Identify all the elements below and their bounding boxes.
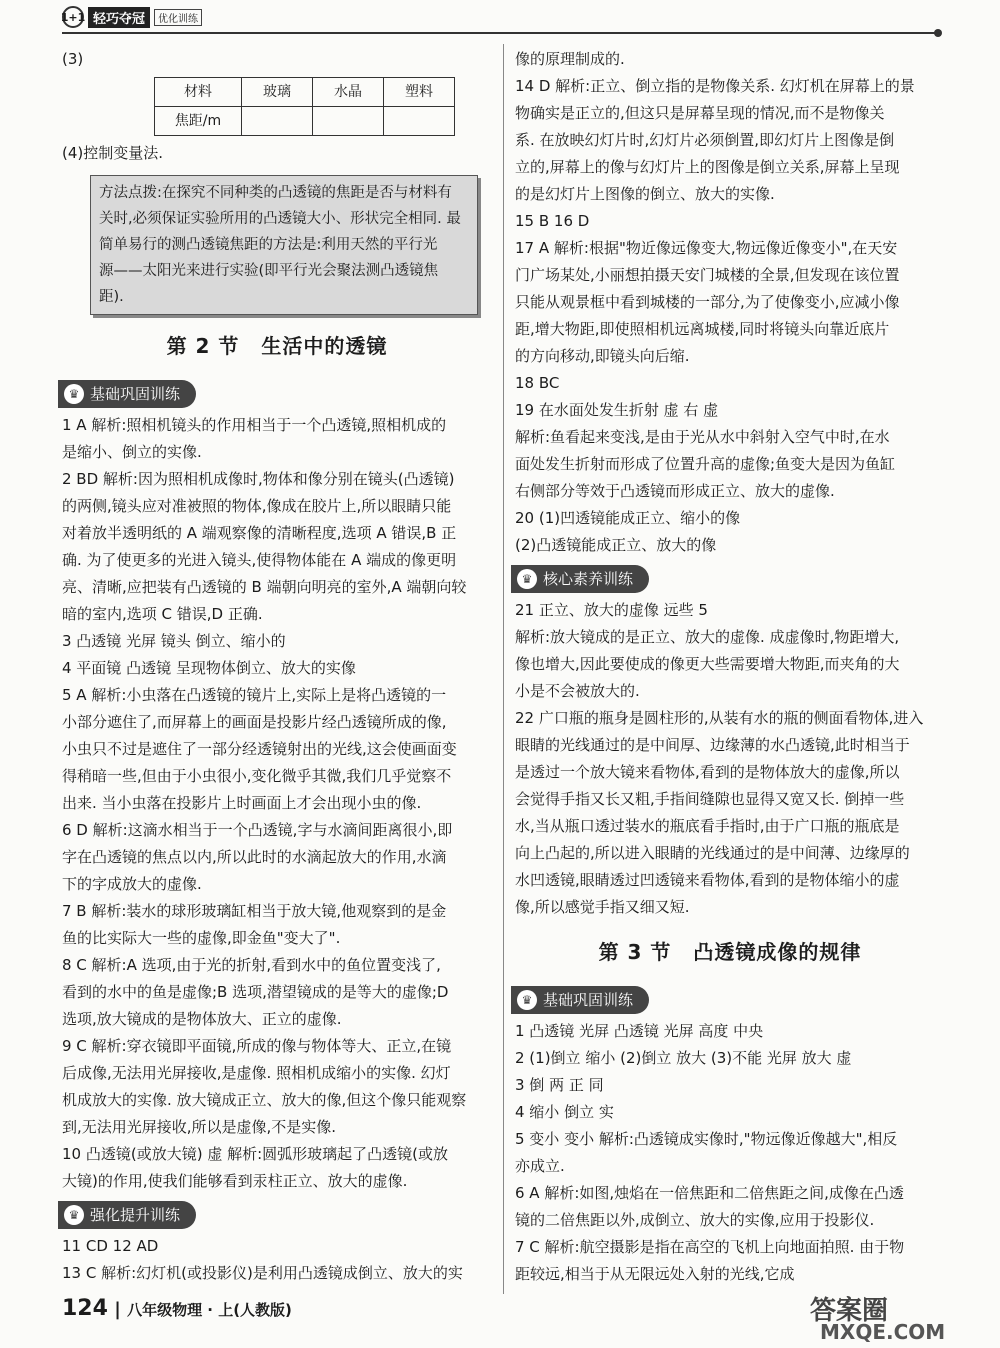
answer-line: 17 A 解析:根据"物近像远像变大,物远像近像变小",在天安 — [515, 239, 898, 257]
answer-line: 22 广口瓶的瓶身是圆柱形的,从装有水的瓶的侧面看物体,进入 — [515, 709, 924, 727]
answer-line: 立的,屏幕上的像与幻灯片上的图像是倒立关系,屏幕上呈现 — [515, 158, 900, 176]
section-2-title — [62, 333, 492, 360]
section-number: 第 2 节 — [166, 334, 240, 358]
page-header — [62, 6, 942, 32]
answer-line: 9 C 解析:穿衣镜即平面镜,所成的像与物体等大、正立,在镜 — [62, 1037, 452, 1055]
answer-line: 确. 为了使更多的光进入镜头,使得物体能在 A 端成的像更明 — [62, 551, 457, 569]
section-name: 凸透镜成像的规律 — [693, 940, 862, 964]
answer-line: 距较远,相当于从无限远处入射的光线,它成 — [515, 1265, 795, 1283]
answer-line: 像的原理制成的. — [515, 50, 625, 68]
answer-line: 会觉得手指又长又粗,手指间缝隙也显得又宽又长. 倒掉一些 — [515, 790, 905, 808]
answer-line: 眼睛的光线通过的是中间厚、边缘薄的水凸透镜,此时相当于 — [515, 736, 910, 754]
crown-icon: ♛ — [517, 569, 537, 589]
answer-line: 的方向移动,即镜头向后缩. — [515, 347, 690, 365]
book-title: 八年级物理 · 上(人教版) — [127, 1301, 292, 1319]
answer-line: 7 C 解析:航空摄影是指在高空的飞机上向地面拍照. 由于物 — [515, 1238, 905, 1256]
answer-line: 6 D 解析:这滴水相当于一个凸透镜,字与水滴间距离很小,即 — [62, 821, 453, 839]
answer-line: 4 缩小 倒立 实 — [515, 1103, 614, 1121]
table-header-row — [155, 78, 455, 107]
answer-line: 对着放半透明纸的 A 端观察像的清晰程度,选项 A 错误,B 正 — [62, 524, 457, 542]
answer-line: 距,增大物距,即使照相机远离城楼,同时将镜头向靠近底片 — [515, 320, 890, 338]
header-rule-dot — [934, 29, 942, 37]
answer-line: 到,无法用光屏接收,所以是虚像,不是实像. — [62, 1118, 337, 1136]
bar-label: 强化提升训练 — [90, 1205, 181, 1224]
item-4: (4)控制变量法. — [62, 144, 164, 162]
table-cell — [242, 107, 313, 136]
tip-line: 方法点拨:在探究不同种类的凸透镜的焦距是否与材料有 — [99, 185, 452, 201]
answer-line: 3 凸透镜 光屏 镜头 倒立、缩小的 — [62, 632, 286, 650]
answer-line: 小是不会被放大的. — [515, 682, 640, 700]
answer-line: 像也增大,因此要使成的像更大些需要增大物距,而夹角的大 — [515, 655, 900, 673]
answers-list — [62, 1233, 492, 1287]
answer-line: 的两侧,镜头应对准被照的物体,像成在胶片上,所以眼睛只能 — [62, 497, 452, 515]
answer-line: 下的字成放大的虚像. — [62, 875, 202, 893]
answer-line: 机成放大的实像. 放大镜成正立、放大的像,但这个像只能观察 — [62, 1091, 467, 1109]
table-cell: 焦距/m — [155, 107, 242, 136]
section-3-title — [515, 939, 945, 966]
section-bar-core — [511, 565, 649, 593]
answer-line: 看到的水中的鱼是虚像;B 选项,潜望镜成的是等大的虚像;D — [62, 983, 449, 1001]
left-column — [62, 46, 492, 1287]
answers-list — [62, 412, 492, 1195]
book-logo — [62, 6, 202, 28]
crown-icon: ♛ — [64, 384, 84, 404]
answer-line: 鱼的比实际大一些的虚像,即金鱼"变大了". — [62, 929, 341, 947]
answer-line: 小虫只不过是遮住了一部分经透镜射出的光线,这会使画面变 — [62, 740, 457, 758]
answer-line: 只能从观景框中看到城楼的一部分,为了使像变小,应减小像 — [515, 293, 900, 311]
answer-line: 系. 在放映幻灯片时,幻灯片必须倒置,即幻灯片上图像是倒 — [515, 131, 895, 149]
answer-line: 1 凸透镜 光屏 凸透镜 光屏 高度 中央 — [515, 1022, 764, 1040]
logo-subtitle: 优化训练 — [154, 9, 202, 26]
table-cell: 塑料 — [384, 78, 455, 107]
answer-line: 字在凸透镜的焦点以内,所以此时的水滴起放大的作用,水滴 — [62, 848, 447, 866]
answer-line: 10 凸透镜(或放大镜) 虚 解析:圆弧形玻璃起了凸透镜(或放 — [62, 1145, 449, 1163]
answers-list — [515, 597, 945, 921]
answer-line: 5 变小 变小 解析:凸透镜成实像时,"物远像近像越大",相反 — [515, 1130, 898, 1148]
column-divider — [503, 44, 504, 1294]
answer-line: 得稍暗一些,但由于小虫很小,变化微乎其微,我们几乎觉察不 — [62, 767, 452, 785]
answer-line: 门广场某处,小丽想拍摄天安门城楼的全景,但发现在该位置 — [515, 266, 900, 284]
answer-line: 向上凸起的,所以进入眼睛的光线通过的是中间薄、边缘厚的 — [515, 844, 910, 862]
answer-line: 亮、清晰,应把装有凸透镜的 B 端朝向明亮的室外,A 端朝向较 — [62, 578, 467, 596]
answer-line: 大镜)的作用,使我们能够看到汞柱正立、放大的虚像. — [62, 1172, 408, 1190]
answer-line: 6 A 解析:如图,烛焰在一倍焦距和二倍焦距之间,成像在凸透 — [515, 1184, 904, 1202]
material-table — [154, 77, 455, 136]
answer-line: 出来. 当小虫落在投影片上时画面上才会出现小虫的像. — [62, 794, 422, 812]
table-cell: 材料 — [155, 78, 242, 107]
table-cell — [384, 107, 455, 136]
table-cell: 水晶 — [313, 78, 384, 107]
section-name: 生活中的透镜 — [261, 334, 388, 358]
answer-line: 水凹透镜,眼睛透过凹透镜来看物体,看到的是物体缩小的虚 — [515, 871, 900, 889]
table-cell: 玻璃 — [242, 78, 313, 107]
answer-line: 13 C 解析:幻灯机(或投影仪)是利用凸透镜成倒立、放大的实 — [62, 1264, 463, 1282]
answer-line: (2)凸透镜能成正立、放大的像 — [515, 536, 717, 554]
answer-line: 暗的室内,选项 C 错误,D 正确. — [62, 605, 263, 623]
answers-list — [515, 1018, 945, 1288]
answer-line: 21 正立、放大的虚像 远些 5 — [515, 601, 708, 619]
answer-line: 11 CD 12 AD — [62, 1237, 159, 1255]
answer-line: 4 平面镜 凸透镜 呈现物体倒立、放大的实像 — [62, 659, 356, 677]
answer-line: 镜的二倍焦距以外,成倒立、放大的实像,应用于投影仪. — [515, 1211, 875, 1229]
watermark-brand: 答案圈 — [810, 1296, 889, 1326]
table-row — [155, 107, 455, 136]
table-cell — [313, 107, 384, 136]
answers-list — [515, 46, 945, 559]
answer-line: 面处发生折射而形成了位置升高的虚像;鱼变大是因为鱼缸 — [515, 455, 896, 473]
header-rule — [62, 32, 938, 34]
page-number: 124 — [62, 1296, 108, 1321]
answer-line: 1 A 解析:照相机镜头的作用相当于一个凸透镜,照相机成的 — [62, 416, 447, 434]
bar-label: 核心素养训练 — [543, 569, 634, 588]
answer-line: 是透过一个放大镜来看物体,看到的是物体放大的虚像,所以 — [515, 763, 900, 781]
section-bar-basic-2 — [511, 986, 649, 1014]
item-3-label: (3) — [62, 50, 84, 68]
answer-line: 解析:鱼看起来变浅,是由于光从水中斜射入空气中时,在水 — [515, 428, 890, 446]
section-bar-basic — [58, 380, 196, 408]
right-column — [515, 46, 945, 1288]
answer-line: 14 D 解析:正立、倒立指的是物像关系. 幻灯机在屏幕上的景 — [515, 77, 915, 95]
logo-text: 轻巧夺冠 — [88, 7, 150, 28]
answer-line: 右侧部分等效于凸透镜而形成正立、放大的虚像. — [515, 482, 835, 500]
crown-icon: ♛ — [64, 1205, 84, 1225]
watermark-url: MXQE.COM — [820, 1320, 946, 1344]
tip-line: 距). — [99, 289, 124, 305]
answer-line: 18 BC — [515, 374, 560, 392]
answer-line: 的是幻灯片上图像的倒立、放大的实像. — [515, 185, 775, 203]
logo-badge: 1+1 — [62, 6, 84, 28]
answer-line: 是缩小、倒立的实像. — [62, 443, 202, 461]
answer-line: 后成像,无法用光屏接收,是虚像. 照相机成缩小的实像. 幻灯 — [62, 1064, 451, 1082]
bar-label: 基础巩固训练 — [90, 384, 181, 403]
answer-line: 选项,放大镜成的是物体放大、正立的虚像. — [62, 1010, 342, 1028]
section-number: 第 3 节 — [598, 940, 672, 964]
answer-line: 19 在水面处发生折射 虚 右 虚 — [515, 401, 719, 419]
method-tip-box — [90, 175, 478, 315]
answer-line: 2 BD 解析:因为照相机成像时,物体和像分别在镜头(凸透镜) — [62, 470, 455, 488]
tip-line: 源——太阳光来进行实验(即平行光会聚法测凸透镜焦 — [99, 263, 439, 279]
answer-line: 水,当从瓶口透过装水的瓶底看手指时,由于广口瓶的瓶底是 — [515, 817, 900, 835]
section-bar-advanced — [58, 1201, 196, 1229]
answer-line: 15 B 16 D — [515, 212, 590, 230]
answer-line: 像,所以感觉手指又细又短. — [515, 898, 690, 916]
bar-label: 基础巩固训练 — [543, 990, 634, 1009]
answer-line: 8 C 解析:A 选项,由于光的折射,看到水中的鱼位置变浅了, — [62, 956, 441, 974]
answer-line: 亦成立. — [515, 1157, 565, 1175]
tip-line: 简单易行的测凸透镜焦距的方法是:利用天然的平行光 — [99, 237, 438, 253]
answer-line: 20 (1)凹透镜能成正立、缩小的像 — [515, 509, 741, 527]
answer-line: 3 倒 两 正 同 — [515, 1076, 604, 1094]
answer-line: 小部分遮住了,而屏幕上的画面是投影片经凸透镜所成的像, — [62, 713, 447, 731]
tip-line: 关时,必须保证实验所用的凸透镜大小、形状完全相同. 最 — [99, 211, 461, 227]
crown-icon: ♛ — [517, 990, 537, 1010]
answer-line: 2 (1)倒立 缩小 (2)倒立 放大 (3)不能 光屏 放大 虚 — [515, 1049, 852, 1067]
answer-line: 7 B 解析:装水的球形玻璃缸相当于放大镜,他观察到的是金 — [62, 902, 447, 920]
answer-line: 解析:放大镜成的是正立、放大的虚像. 成虚像时,物距增大, — [515, 628, 900, 646]
answer-line: 物确实是正立的,但这只是屏幕呈现的情况,而不是物像关 — [515, 104, 885, 122]
page-footer: 124 | 八年级物理 · 上(人教版) — [62, 1296, 292, 1321]
answer-line: 5 A 解析:小虫落在凸透镜的镜片上,实际上是将凸透镜的一 — [62, 686, 447, 704]
